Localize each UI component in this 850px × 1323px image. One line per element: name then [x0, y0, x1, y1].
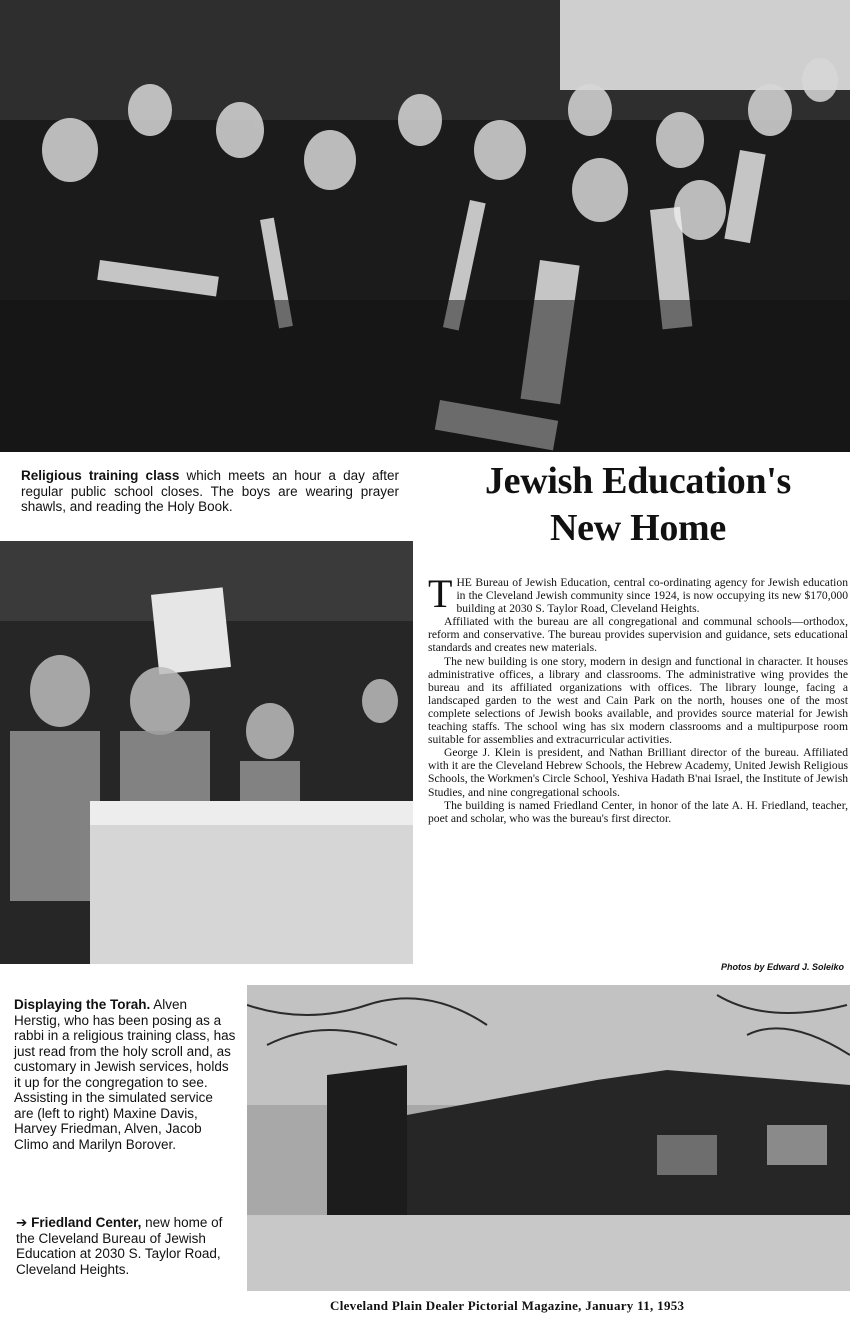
torah-caption-title: Displaying the Torah.	[14, 997, 151, 1012]
article-paragraph: George J. Klein is president, and Nathan Brilliant director of the bureau. Affiliated with it are the Cleveland Hebrew Schools, the Hebrew Academy, United Jewish Religious Schools, the Workmen's Circle School, Yeshiva Hadath B'nai Israel, the Institute of Jewish Studies, and nine congregational schools.	[428, 746, 848, 799]
article-body	[428, 571, 848, 825]
article-paragraph: Affiliated with the bureau are all congregational and communal schools—orthodox, reform and conservative. The bureau provides supervision and guidance, sets educational standards and creates new materials.	[428, 615, 848, 655]
headline	[428, 458, 848, 552]
drop-cap: T	[428, 571, 453, 616]
magazine-footer: Cleveland Plain Dealer Pictorial Magazine, January 11, 1953	[330, 1298, 685, 1313]
classroom-caption-text: which meets an hour a day after regular public school closes. The boys are wearing prayer shawls, and reading the Holy Book.	[21, 468, 399, 514]
classroom-caption-title: Religious training class	[21, 468, 180, 483]
classroom-caption	[21, 468, 399, 515]
article-paragraph: The new building is one story, modern in design and functional in character. It houses administrative offices, a library and classrooms. The administrative wing provides the bureau and its affiliated organizations with offices. The library lounge, facing a landscaped garden to the west and Cain Park on the north, houses one of the most complete selections of Jewish books available, and provides source material for Jewish teaching staffs. The school wing has six modern classrooms and a multipurpose room suitable for assemblies and extracurricular activities.	[428, 654, 848, 747]
headline-line-1: Jewish Education's	[484, 460, 792, 502]
friedland-caption-title: Friedland Center,	[31, 1215, 142, 1230]
arrow-right-icon: ➔	[16, 1215, 28, 1230]
friedland-caption-text: new home of the Cleveland Bureau of Jewish Education at 2030 S. Taylor Road, Cleveland Heights.	[16, 1215, 223, 1277]
classroom-photo	[0, 0, 850, 452]
friedland-caption	[16, 1215, 238, 1277]
torah-photo	[0, 541, 413, 964]
torah-caption	[14, 997, 236, 1152]
torah-caption-text: Alven Herstig, who has been posing as a rabbi in a religious training class, has just read from the holy scroll and, as customary in Jewish services, holds it up for the congregation to see. Assisting in the simulated service are (left to right) Maxine Davis, Harvey Friedman, Alven, Jacob Climo and Marilyn Borover.	[14, 997, 236, 1152]
article-paragraph: The building is named Friedland Center, in honor of the late A. H. Friedland, teacher, poet and scholar, who was the bureau's first director.	[428, 798, 848, 825]
photo-credit: Photos by Edward J. Soleiko	[720, 962, 844, 972]
building-photo	[247, 985, 850, 1291]
headline-line-2: New Home	[550, 507, 726, 549]
article-paragraph: THE Bureau of Jewish Education, central co-ordinating agency for Jewish education in the Cleveland Jewish community since 1924, is now occupying its new $170,000 building at 2030 S. Taylor Road, Cleveland Heights.	[428, 571, 848, 616]
